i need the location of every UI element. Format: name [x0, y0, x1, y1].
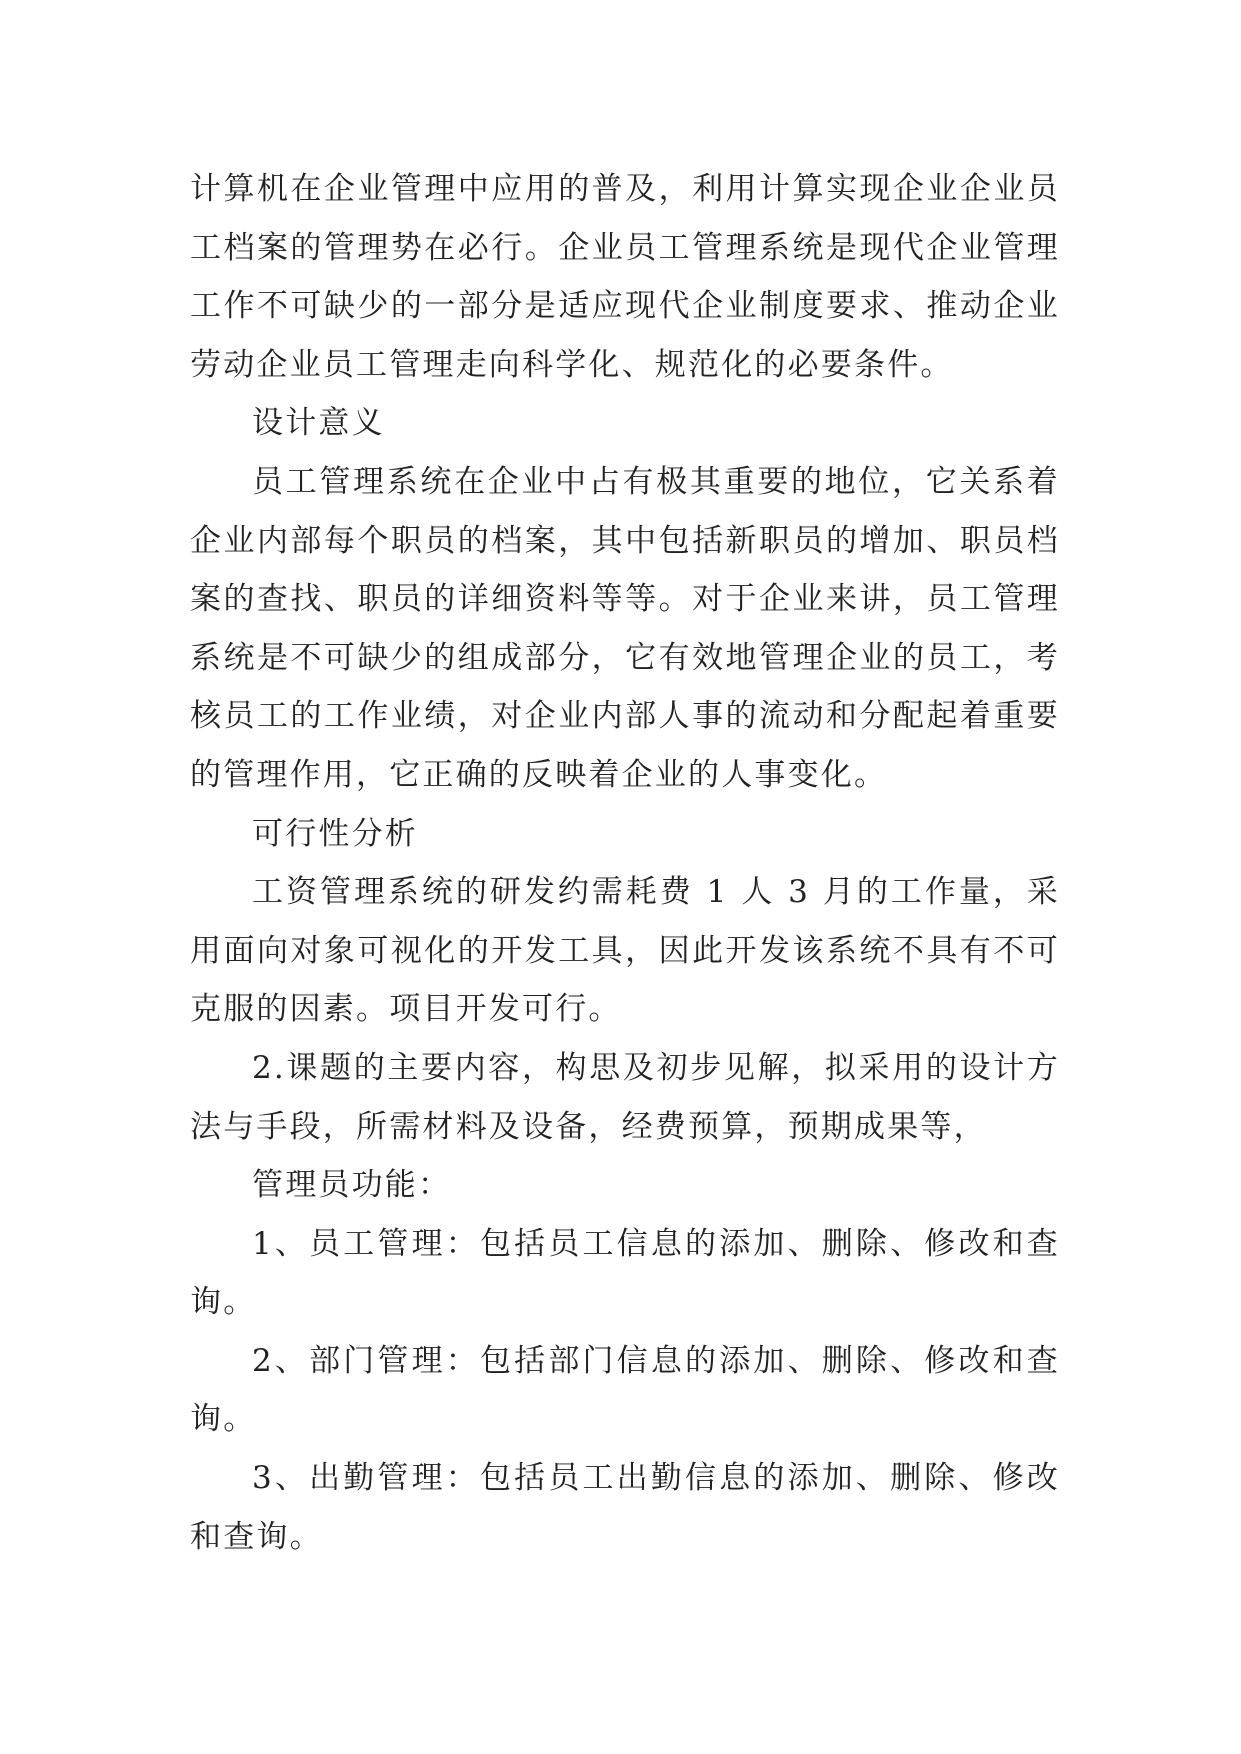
- section-heading-design-significance: 设计意义: [252, 405, 385, 442]
- list-item-department-management: 2、部门管理：包括部门信息的添加、删除、修改和查询。: [190, 1342, 1060, 1438]
- document-body: [190, 160, 1060, 1566]
- list-item-employee-management: 1、员工管理：包括员工信息的添加、删除、修改和查询。: [190, 1225, 1060, 1321]
- section-heading-feasibility: 可行性分析: [252, 815, 418, 852]
- section-heading-admin-functions: 管理员功能：: [252, 1167, 452, 1204]
- feasibility-paragraph: 工资管理系统的研发约需耗费 1 人 3 月的工作量，采用面向对象可视化的开发工具，因此开发该系统不具有不可克服的因素。项目开发可行。: [190, 874, 1060, 1028]
- list-item-attendance-management: 3、出勤管理：包括员工出勤信息的添加、删除、修改和查询。: [190, 1460, 1060, 1555]
- topic-content-paragraph: 2.课题的主要内容，构思及初步见解，拟采用的设计方法与手段，所需材料及设备，经费预算，预期成果等，: [190, 1049, 1060, 1145]
- intro-paragraph: 计算机在企业管理中应用的普及，利用计算实现企业企业员工档案的管理势在必行。企业员工管理系统是现代企业管理工作不可缺少的一部分是适应现代企业制度要求、推动企业劳动企业员工管理走向科学化、规范化的必要条件。: [190, 171, 1060, 383]
- design-significance-paragraph: 员工管理系统在企业中占有极其重要的地位，它关系着企业内部每个职员的档案，其中包括新职员的增加、职员档案的查找、职员的详细资料等等。对于企业来讲，员工管理系统是不可缺少的组成部分，它有效地管理企业的员工，考核员工的工作业绩，对企业内部人事的流动和分配起着重要的管理作用，它正确的反映着企业的人事变化。: [190, 463, 1060, 793]
